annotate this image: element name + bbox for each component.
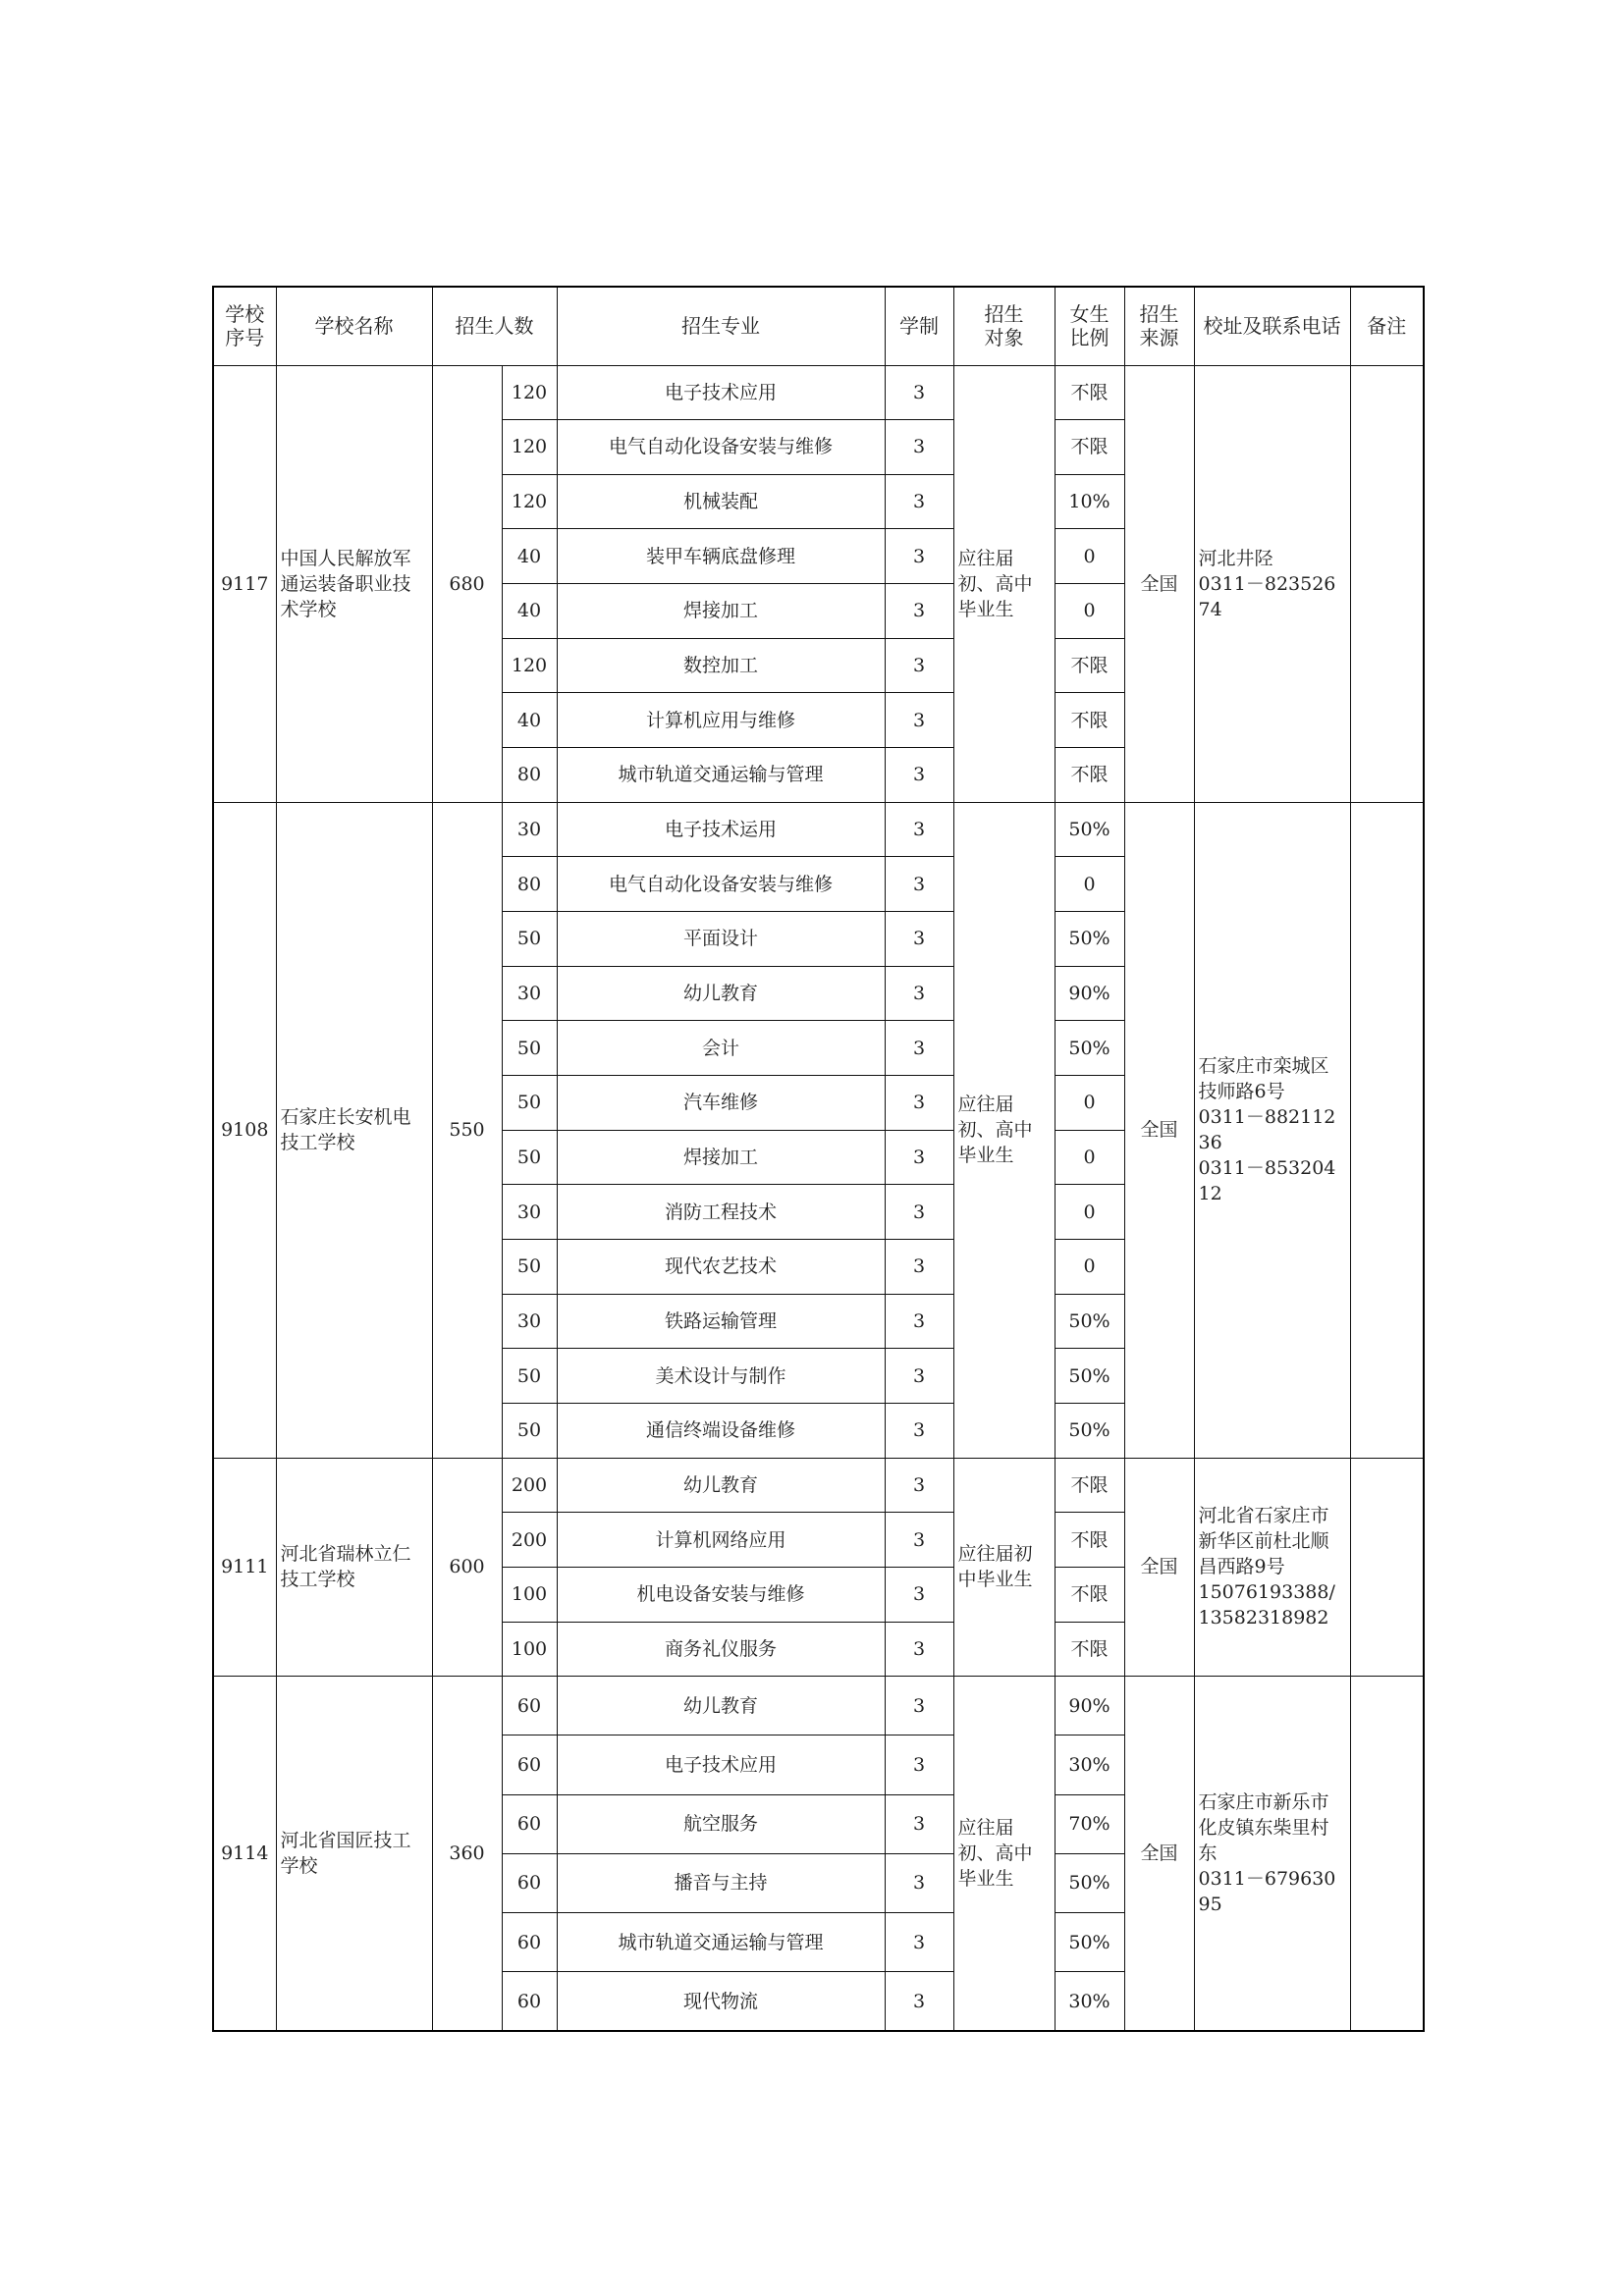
female-ratio: 10% xyxy=(1055,474,1124,529)
female-ratio: 50% xyxy=(1055,912,1124,967)
header-school-no: 学校序号 xyxy=(213,287,276,365)
major-name: 航空服务 xyxy=(557,1794,885,1853)
major-years: 3 xyxy=(885,1853,953,1912)
major-count: 80 xyxy=(502,748,557,803)
female-ratio: 0 xyxy=(1055,584,1124,639)
female-ratio: 不限 xyxy=(1055,1622,1124,1677)
major-count: 60 xyxy=(502,1912,557,1971)
major-years: 3 xyxy=(885,420,953,475)
major-years: 3 xyxy=(885,1349,953,1404)
address-line: 河北省石家庄市新华区前杜北顺昌西路9号 xyxy=(1198,1505,1329,1578)
major-years: 3 xyxy=(885,1513,953,1568)
school-no: 9114 xyxy=(213,1677,276,2031)
major-years: 3 xyxy=(885,1185,953,1240)
remarks xyxy=(1350,1458,1424,1677)
major-name: 现代物流 xyxy=(557,1972,885,2031)
female-ratio: 不限 xyxy=(1055,748,1124,803)
female-ratio: 90% xyxy=(1055,1677,1124,1735)
major-name: 美术设计与制作 xyxy=(557,1349,885,1404)
female-ratio: 不限 xyxy=(1055,638,1124,693)
address-line: 15076193388/ xyxy=(1198,1581,1335,1604)
female-ratio: 50% xyxy=(1055,1912,1124,1971)
enroll-target: 应往届初、高中毕业生 xyxy=(953,802,1055,1458)
enroll-source: 全国 xyxy=(1124,1677,1194,2031)
female-ratio: 不限 xyxy=(1055,1567,1124,1622)
major-years: 3 xyxy=(885,1294,953,1349)
female-ratio: 不限 xyxy=(1055,693,1124,748)
major-count: 60 xyxy=(502,1853,557,1912)
female-ratio: 0 xyxy=(1055,1130,1124,1185)
major-years: 3 xyxy=(885,1972,953,2031)
major-count: 50 xyxy=(502,1403,557,1458)
major-name: 数控加工 xyxy=(557,638,885,693)
address-line: 13582318982 xyxy=(1198,1607,1329,1629)
address-line: 石家庄市栾城区技师路6号 xyxy=(1198,1055,1329,1103)
major-name: 焊接加工 xyxy=(557,584,885,639)
header-row xyxy=(213,287,1424,365)
female-ratio: 50% xyxy=(1055,1294,1124,1349)
major-count: 50 xyxy=(502,912,557,967)
major-count: 50 xyxy=(502,1130,557,1185)
major-name: 平面设计 xyxy=(557,912,885,967)
major-count: 60 xyxy=(502,1794,557,1853)
major-name: 幼儿教育 xyxy=(557,966,885,1021)
major-count: 120 xyxy=(502,474,557,529)
school-no: 9117 xyxy=(213,365,276,802)
female-ratio: 0 xyxy=(1055,857,1124,912)
header-target: 招生对象 xyxy=(953,287,1055,365)
school-total-count: 680 xyxy=(432,365,502,802)
major-years: 3 xyxy=(885,1677,953,1735)
major-count: 50 xyxy=(502,1021,557,1076)
major-count: 60 xyxy=(502,1677,557,1735)
major-name: 计算机应用与维修 xyxy=(557,693,885,748)
major-years: 3 xyxy=(885,802,953,857)
major-count: 30 xyxy=(502,1294,557,1349)
address-phone xyxy=(1194,1458,1350,1677)
major-count: 30 xyxy=(502,1185,557,1240)
header-enroll-count: 招生人数 xyxy=(432,287,557,365)
female-ratio: 0 xyxy=(1055,1185,1124,1240)
table-row xyxy=(213,1677,1424,1735)
major-years: 3 xyxy=(885,1021,953,1076)
remarks xyxy=(1350,802,1424,1458)
major-name: 装甲车辆底盘修理 xyxy=(557,529,885,584)
address-phone xyxy=(1194,1677,1350,2031)
female-ratio: 0 xyxy=(1055,1240,1124,1295)
major-years: 3 xyxy=(885,1794,953,1853)
header-remarks: 备注 xyxy=(1350,287,1424,365)
major-name: 幼儿教育 xyxy=(557,1677,885,1735)
major-years: 3 xyxy=(885,1076,953,1131)
major-years: 3 xyxy=(885,857,953,912)
major-count: 60 xyxy=(502,1972,557,2031)
school-no: 9108 xyxy=(213,802,276,1458)
school-total-count: 600 xyxy=(432,1458,502,1677)
major-years: 3 xyxy=(885,474,953,529)
major-count: 40 xyxy=(502,529,557,584)
header-address-phone: 校址及联系电话 xyxy=(1194,287,1350,365)
header-female-ratio: 女生比例 xyxy=(1055,287,1124,365)
major-years: 3 xyxy=(885,1130,953,1185)
female-ratio: 50% xyxy=(1055,1021,1124,1076)
school-name: 石家庄长安机电技工学校 xyxy=(276,802,432,1458)
address-line: 石家庄市新乐市化皮镇东柴里村东 xyxy=(1198,1791,1329,1865)
major-name: 播音与主持 xyxy=(557,1853,885,1912)
major-name: 消防工程技术 xyxy=(557,1185,885,1240)
address-phone xyxy=(1194,802,1350,1458)
enroll-target: 应往届初、高中毕业生 xyxy=(953,1677,1055,2031)
header-years: 学制 xyxy=(885,287,953,365)
major-years: 3 xyxy=(885,1912,953,1971)
female-ratio: 不限 xyxy=(1055,1458,1124,1513)
address-line: 0311－82352674 xyxy=(1198,572,1336,620)
major-count: 60 xyxy=(502,1735,557,1794)
major-years: 3 xyxy=(885,1240,953,1295)
major-name: 铁路运输管理 xyxy=(557,1294,885,1349)
header-major: 招生专业 xyxy=(557,287,885,365)
major-years: 3 xyxy=(885,966,953,1021)
major-name: 机电设备安装与维修 xyxy=(557,1567,885,1622)
address-line: 0311－88211236 xyxy=(1198,1106,1336,1154)
major-count: 120 xyxy=(502,420,557,475)
major-years: 3 xyxy=(885,638,953,693)
major-count: 30 xyxy=(502,966,557,1021)
female-ratio: 90% xyxy=(1055,966,1124,1021)
female-ratio: 0 xyxy=(1055,1076,1124,1131)
major-name: 电子技术运用 xyxy=(557,802,885,857)
female-ratio: 50% xyxy=(1055,1349,1124,1404)
school-total-count: 360 xyxy=(432,1677,502,2031)
major-count: 80 xyxy=(502,857,557,912)
major-name: 焊接加工 xyxy=(557,1130,885,1185)
school-no: 9111 xyxy=(213,1458,276,1677)
major-years: 3 xyxy=(885,748,953,803)
major-name: 电子技术应用 xyxy=(557,1735,885,1794)
major-name: 汽车维修 xyxy=(557,1076,885,1131)
major-count: 30 xyxy=(502,802,557,857)
major-name: 会计 xyxy=(557,1021,885,1076)
major-count: 100 xyxy=(502,1622,557,1677)
female-ratio: 30% xyxy=(1055,1972,1124,2031)
major-count: 40 xyxy=(502,693,557,748)
major-count: 40 xyxy=(502,584,557,639)
enroll-source: 全国 xyxy=(1124,365,1194,802)
major-count: 120 xyxy=(502,365,557,420)
major-years: 3 xyxy=(885,912,953,967)
major-name: 电气自动化设备安装与维修 xyxy=(557,857,885,912)
header-source: 招生来源 xyxy=(1124,287,1194,365)
address-line: 河北井陉 xyxy=(1198,547,1273,569)
female-ratio: 0 xyxy=(1055,529,1124,584)
major-count: 50 xyxy=(502,1240,557,1295)
major-years: 3 xyxy=(885,1403,953,1458)
enrollment-table xyxy=(212,286,1425,2032)
enroll-source: 全国 xyxy=(1124,1458,1194,1677)
major-name: 现代农艺技术 xyxy=(557,1240,885,1295)
school-name: 河北省国匠技工学校 xyxy=(276,1677,432,2031)
major-name: 商务礼仪服务 xyxy=(557,1622,885,1677)
major-years: 3 xyxy=(885,1567,953,1622)
female-ratio: 70% xyxy=(1055,1794,1124,1853)
major-name: 通信终端设备维修 xyxy=(557,1403,885,1458)
major-years: 3 xyxy=(885,584,953,639)
major-years: 3 xyxy=(885,1458,953,1513)
female-ratio: 50% xyxy=(1055,802,1124,857)
major-name: 电子技术应用 xyxy=(557,365,885,420)
remarks xyxy=(1350,1677,1424,2031)
major-years: 3 xyxy=(885,365,953,420)
major-years: 3 xyxy=(885,1735,953,1794)
address-line: 0311－67963095 xyxy=(1198,1868,1336,1916)
school-total-count: 550 xyxy=(432,802,502,1458)
table-row xyxy=(213,1458,1424,1513)
enroll-target: 应往届初、高中毕业生 xyxy=(953,365,1055,802)
address-phone xyxy=(1194,365,1350,802)
major-name: 计算机网络应用 xyxy=(557,1513,885,1568)
major-count: 120 xyxy=(502,638,557,693)
table-body xyxy=(213,365,1424,2031)
female-ratio: 不限 xyxy=(1055,420,1124,475)
major-count: 100 xyxy=(502,1567,557,1622)
major-name: 电气自动化设备安装与维修 xyxy=(557,420,885,475)
major-count: 200 xyxy=(502,1513,557,1568)
major-count: 200 xyxy=(502,1458,557,1513)
major-count: 50 xyxy=(502,1349,557,1404)
major-years: 3 xyxy=(885,1622,953,1677)
female-ratio: 不限 xyxy=(1055,1513,1124,1568)
enroll-source: 全国 xyxy=(1124,802,1194,1458)
major-years: 3 xyxy=(885,529,953,584)
major-name: 城市轨道交通运输与管理 xyxy=(557,748,885,803)
female-ratio: 不限 xyxy=(1055,365,1124,420)
female-ratio: 50% xyxy=(1055,1853,1124,1912)
table-row xyxy=(213,802,1424,857)
school-name: 河北省瑞林立仁技工学校 xyxy=(276,1458,432,1677)
school-name: 中国人民解放军通运装备职业技术学校 xyxy=(276,365,432,802)
major-years: 3 xyxy=(885,693,953,748)
major-name: 城市轨道交通运输与管理 xyxy=(557,1912,885,1971)
address-line: 0311－85320412 xyxy=(1198,1157,1336,1205)
major-name: 机械装配 xyxy=(557,474,885,529)
header-school-name: 学校名称 xyxy=(276,287,432,365)
female-ratio: 30% xyxy=(1055,1735,1124,1794)
female-ratio: 50% xyxy=(1055,1403,1124,1458)
table-row xyxy=(213,365,1424,420)
major-name: 幼儿教育 xyxy=(557,1458,885,1513)
remarks xyxy=(1350,365,1424,802)
major-count: 50 xyxy=(502,1076,557,1131)
enroll-target: 应往届初中毕业生 xyxy=(953,1458,1055,1677)
